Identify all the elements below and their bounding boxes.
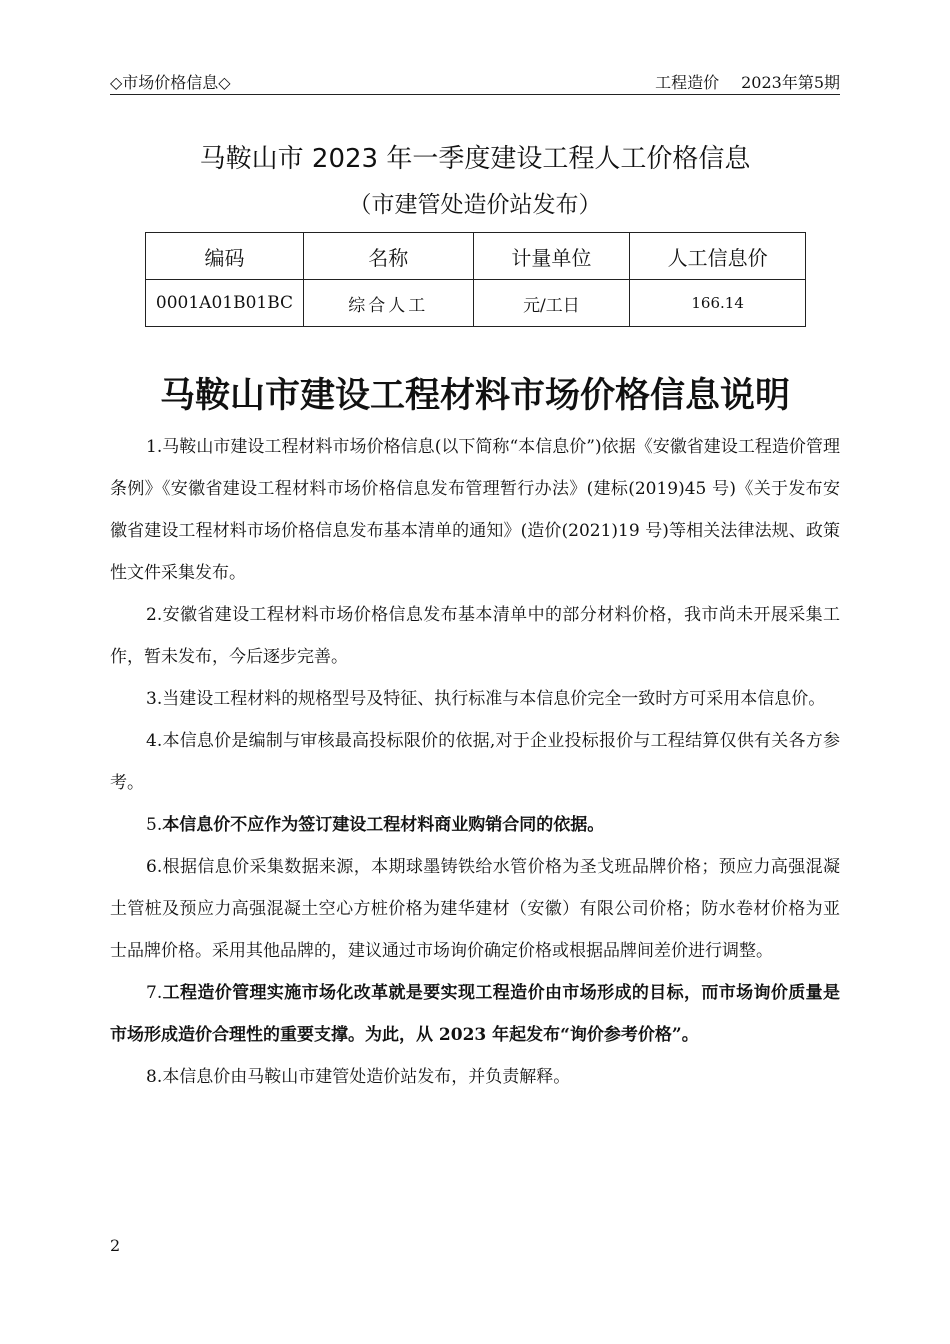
note-item — [110, 720, 840, 804]
table-header-row — [146, 233, 806, 280]
note-number: 2. — [146, 605, 163, 625]
header-issue: 2023年第5期 — [741, 73, 840, 92]
cell-unit: 元/工日 — [473, 280, 630, 327]
header-publication — [655, 70, 840, 93]
cell-price: 166.14 — [630, 280, 806, 327]
header-price: 人工信息价 — [630, 233, 806, 280]
cell-code: 0001A01B01BC — [146, 280, 304, 327]
note-item — [110, 804, 840, 846]
note-item — [110, 846, 840, 972]
note-text: 根据信息价采集数据来源，本期球墨铸铁给水管价格为圣戈班品牌价格；预应力高强混凝土管桩及预应力高强混凝土空心方桩价格为建华建材（安徽）有限公司价格；防水卷材价格为亚士品牌价格。采用其他品牌的，建议通过市场询价确定价格或根据品牌间差价进行调整。 — [110, 857, 840, 961]
note-item — [110, 426, 840, 594]
note-text: 马鞍山市建设工程材料市场价格信息(以下简称“本信息价”)依据《安徽省建设工程造价管理条例》《安徽省建设工程材料市场价格信息发布管理暂行办法》(建标(2019)45 号)《关于发布安徽省建设工程材料市场价格信息发布基本清单的通知》(造价(2021)19 号)等相关法律法规、政策性文件采集发布。 — [110, 437, 840, 583]
note-text: 本信息价由马鞍山市建管处造价站发布，并负责解释。 — [162, 1067, 571, 1087]
header-section-label: ◇市场价格信息◇ — [110, 73, 231, 92]
labor-price-table — [145, 232, 806, 327]
header-code: 编码 — [146, 233, 304, 280]
note-item — [110, 1056, 840, 1098]
note-text: 当建设工程材料的规格型号及特征、执行标准与本信息价完全一致时方可采用本信息价。 — [162, 689, 826, 709]
note-text: 工程造价管理实施市场化改革就是要实现工程造价由市场形成的目标，而市场询价质量是市场形成造价合理性的重要支撑。为此，从 2023 年起发布“询价参考价格”。 — [110, 983, 840, 1045]
note-number: 5. — [146, 815, 163, 835]
page-header — [110, 66, 840, 95]
note-number: 1. — [146, 437, 163, 457]
header-category: 工程造价 — [655, 73, 720, 92]
header-name: 名称 — [303, 233, 473, 280]
labor-price-subtitle: （市建管处造价站发布） — [348, 192, 602, 218]
note-text: 本信息价是编制与审核最高投标限价的依据,对于企业投标报价与工程结算仅供有关各方参考。 — [110, 731, 840, 793]
labor-price-title: 马鞍山市 2023 年一季度建设工程人工价格信息 — [199, 144, 751, 174]
note-item — [110, 972, 840, 1056]
notes-body — [110, 426, 840, 1098]
note-number: 6. — [146, 857, 163, 877]
note-text: 本信息价不应作为签订建设工程材料商业购销合同的依据。 — [162, 815, 605, 835]
note-number: 3. — [146, 689, 163, 709]
notes-title: 马鞍山市建设工程材料市场价格信息说明 — [159, 376, 790, 416]
note-item — [110, 594, 840, 678]
header-unit: 计量单位 — [473, 233, 630, 280]
cell-name: 综合人工 — [303, 280, 473, 327]
note-item — [110, 678, 840, 720]
note-number: 4. — [146, 731, 163, 751]
table-row — [146, 280, 806, 327]
note-text: 安徽省建设工程材料市场价格信息发布基本清单中的部分材料价格，我市尚未开展采集工作，暂未发布，今后逐步完善。 — [110, 605, 840, 667]
note-number: 7. — [146, 983, 163, 1003]
note-number: 8. — [146, 1067, 163, 1087]
page-number: 2 — [110, 1236, 121, 1255]
